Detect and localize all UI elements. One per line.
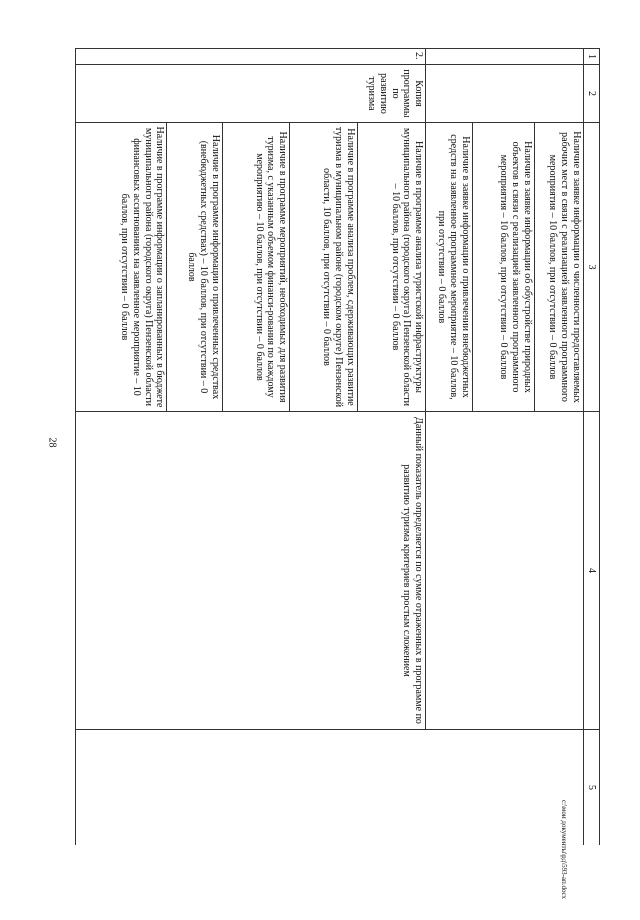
row1-criterion-3: Наличие в заявке информации о привлечении внебюджетных средств на заявленное программное мероприятие – 10 баллов, при отсутствии – 0 баллов xyxy=(426,123,473,412)
row2-criterion-3: Наличие в программе мероприятий, необходимых для развития туризма, с указанным объемом финанси-рования по каждому мероприятию – 10 баллов, при отсутствии – 0 баллов xyxy=(222,123,289,412)
row2-criterion-1: Наличие в программе анализа туристской инфраструктуры муниципального района (городского округа) Пензенской области – 10 баллов, при отсутствии – 0 баллов xyxy=(357,123,425,412)
row1-criterion-2: Наличие в заявке информации об обустройстве природных объектов в связи с реализацией заявленного программного мероприятия – 10 баллов, при отсутствии – 0 баллов xyxy=(472,123,534,412)
row1-criterion-1: Наличие в заявке информации о численности предоставляемых рабочих мест в связи с реализацией заявленного программного мероприятия – 10 баллов, при отсутствии – 0 баллов xyxy=(534,123,583,412)
row2-criterion-2: Наличие в программе анализа проблем, сдерживающих развитие туризма в муниципальном районе (городском округе) Пензенской области, 10 баллов, при отсутствии – 0 баллов xyxy=(290,123,357,412)
header-col-2: 2 xyxy=(583,65,599,123)
header-col-1: 1 xyxy=(583,49,599,65)
row1-number-cell xyxy=(426,49,584,65)
footer-file-path: c:\мои документы\рд\593-ап.docx xyxy=(560,800,568,900)
row2-criterion-5: Наличие в программе информации о запланированных в бюджете муниципального района (городского округа) Пензенской области финансовых ассигнованиях на заявленное мероприятие – 10 баллов, при отсутствии – 0 баллов xyxy=(76,123,167,412)
table-row xyxy=(534,49,583,846)
criteria-table-wrapper xyxy=(75,48,600,845)
row2-number: 2. xyxy=(76,49,426,65)
row1-name-cell xyxy=(426,65,584,123)
criteria-table-rotated xyxy=(75,48,600,845)
row-score-cell xyxy=(76,730,584,846)
header-col-5: 5 xyxy=(583,730,599,846)
table-row xyxy=(357,49,425,846)
table-header-row xyxy=(583,49,599,846)
row1-note-cell xyxy=(426,412,584,730)
header-col-3: 3 xyxy=(583,123,599,412)
row2-criterion-4: Наличие в программе информации о привлеченных средствах (внебюджетных средствах) – 10 баллов, при отсутствии – 0 баллов xyxy=(167,123,222,412)
page-number: 28 xyxy=(46,437,58,448)
criteria-table xyxy=(75,48,600,845)
row2-name: Копия программы по развитию туризма xyxy=(76,65,426,123)
row2-note: Данный показатель определяется по сумме отраженных в программе по развитию туризма критериев простым сложением xyxy=(76,412,426,730)
header-col-4: 4 xyxy=(583,412,599,730)
